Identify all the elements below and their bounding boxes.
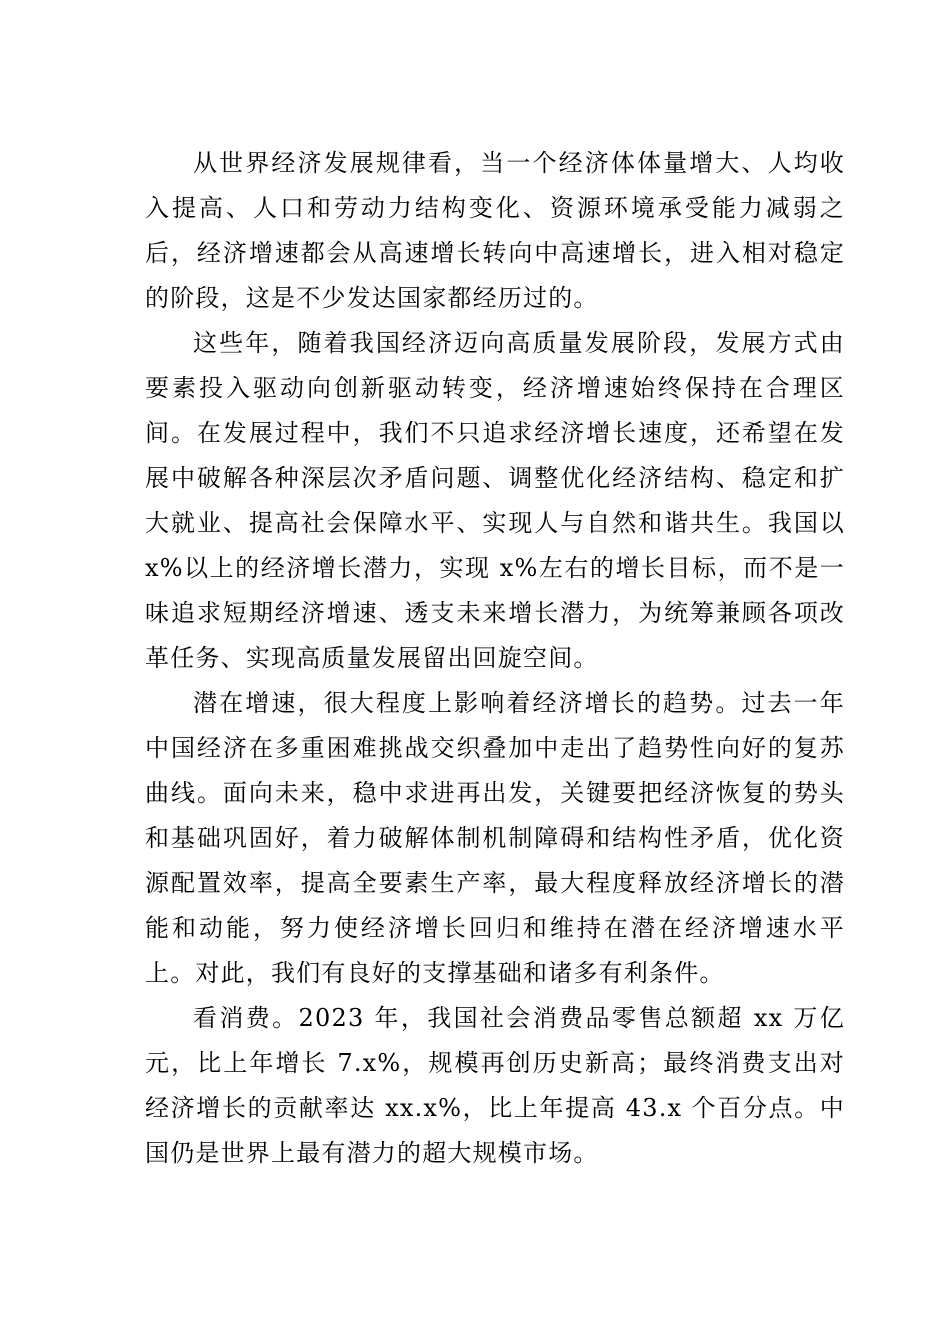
paragraph-1: 从世界经济发展规律看，当一个经济体体量增大、人均收入提高、人口和劳动力结构变化、资源环境承受能力减弱之后，经济增速都会从高速增长转向中高速增长，进入相对稳定的阶段，这是不少发达国家都经历过的。 (145, 149, 845, 312)
paragraph-2: 这些年，随着我国经济迈向高质量发展阶段，发展方式由要素投入驱动向创新驱动转变，经济增速始终保持在合理区间。在发展过程中，我们不只追求经济增长速度，还希望在发展中破解各种深层次矛盾问题、调整优化经济结构、稳定和扩大就业、提高社会保障水平、实现人与自然和谐共生。我国以 x%以上的经济增长潜力，实现 x%左右的增长目标，而不是一味追求短期经济增速、透支未来增长潜力，为统筹兼顾各项改革任务、实现高质量发展留出回旋空间。 (145, 329, 845, 672)
paragraph-3: 潜在增速，很大程度上影响着经济增长的趋势。过去一年中国经济在多重困难挑战交织叠加中走出了趋势性向好的复苏曲线。面向未来，稳中求进再出发，关键要把经济恢复的势头和基础巩固好，着力破解体制机制障碍和结构性矛盾，优化资源配置效率，提高全要素生产率，最大程度释放经济增长的潜能和动能，努力使经济增长回归和维持在潜在经济增速水平上。对此，我们有良好的支撑基础和诸多有利条件。 (145, 689, 845, 987)
paragraph-4: 看消费。2023 年，我国社会消费品零售总额超 xx 万亿元，比上年增长 7.x%，规模再创历史新高；最终消费支出对经济增长的贡献率达 xx.x%，比上年提高 43.x 个百分点。中国仍是世界上最有潜力的超大规模市场。 (145, 1004, 845, 1167)
document-page (145, 141, 845, 1176)
